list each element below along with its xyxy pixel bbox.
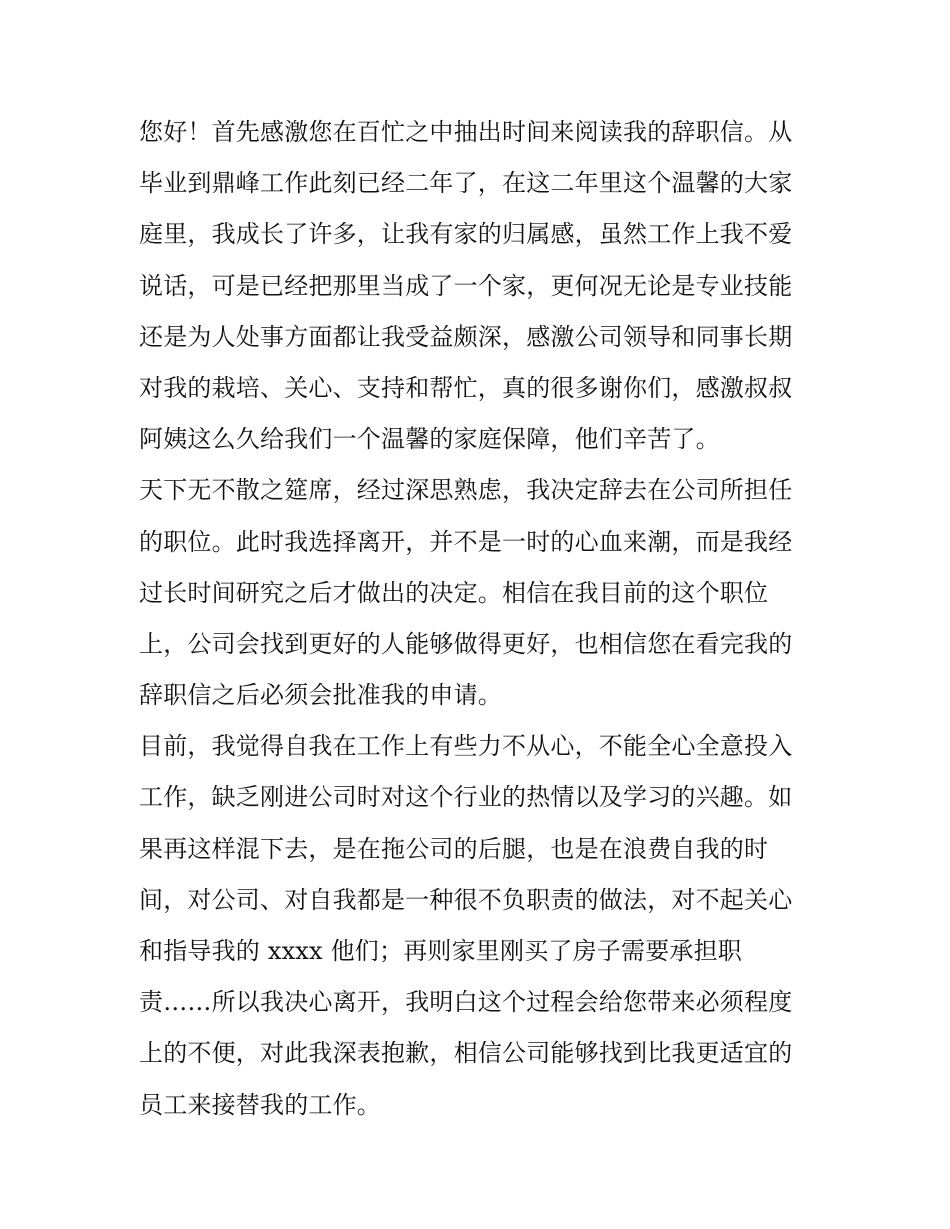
text-line: 还是为人处事方面都让我受益颇深，感激公司领导和同事长期 xyxy=(139,322,793,351)
text-line: 天下无不散之筵席，经过深思熟虑，我决定辞去在公司所担任 xyxy=(139,476,793,505)
text-line: 您好！首先感激您在百忙之中抽出时间来阅读我的辞职信。从 xyxy=(139,118,793,146)
text-line: 庭里，我成长了许多，让我有家的归属感，虽然工作上我不爱 xyxy=(139,220,793,249)
text-line: 的职位。此时我选择离开，并不是一时的心血来潮，而是我经 xyxy=(139,527,793,556)
paragraph-1 xyxy=(139,107,819,465)
text-line: 工作，缺乏刚进公司时对这个行业的热情以及学习的兴趣。如 xyxy=(139,783,793,812)
text-line: 对我的栽培、关心、支持和帮忙，真的很多谢你们，感激叔叔 xyxy=(139,373,793,402)
text-line: 责……所以我决心离开，我明白这个过程会给您带来必须程度 xyxy=(139,988,793,1017)
text-line: 说话，可是已经把那里当成了一个家，更何况无论是专业技能 xyxy=(139,271,793,300)
paragraph-2 xyxy=(139,465,819,721)
text-line: 果再这样混下去，是在拖公司的后腿，也是在浪费自我的时 xyxy=(139,834,769,863)
text-line: 目前，我觉得自我在工作上有些力不从心，不能全心全意投入 xyxy=(139,732,793,761)
letter-body xyxy=(139,107,819,1131)
text-line: 和指导我的 xxxx 他们；再则家里刚买了房子需要承担职 xyxy=(139,937,742,965)
text-line: 上，公司会找到更好的人能够做得更好，也相信您在看完我的 xyxy=(139,629,793,658)
text-line: 上的不便，对此我深表抱歉，相信公司能够找到比我更适宜的 xyxy=(139,1039,793,1068)
text-line: 过长时间研究之后才做出的决定。相信在我目前的这个职位 xyxy=(139,578,769,607)
text-line: 间，对公司、对自我都是一种很不负职责的做法，对不起关心 xyxy=(139,885,793,914)
text-line: 毕业到鼎峰工作此刻已经二年了，在这二年里这个温馨的大家 xyxy=(139,169,793,198)
paragraph-3 xyxy=(139,721,819,1131)
text-line: 辞职信之后必须会批准我的申请。 xyxy=(139,681,502,710)
text-line: 阿姨这么久给我们一个温馨的家庭保障，他们辛苦了。 xyxy=(139,425,720,454)
text-line: 员工来接替我的工作。 xyxy=(139,1090,381,1119)
